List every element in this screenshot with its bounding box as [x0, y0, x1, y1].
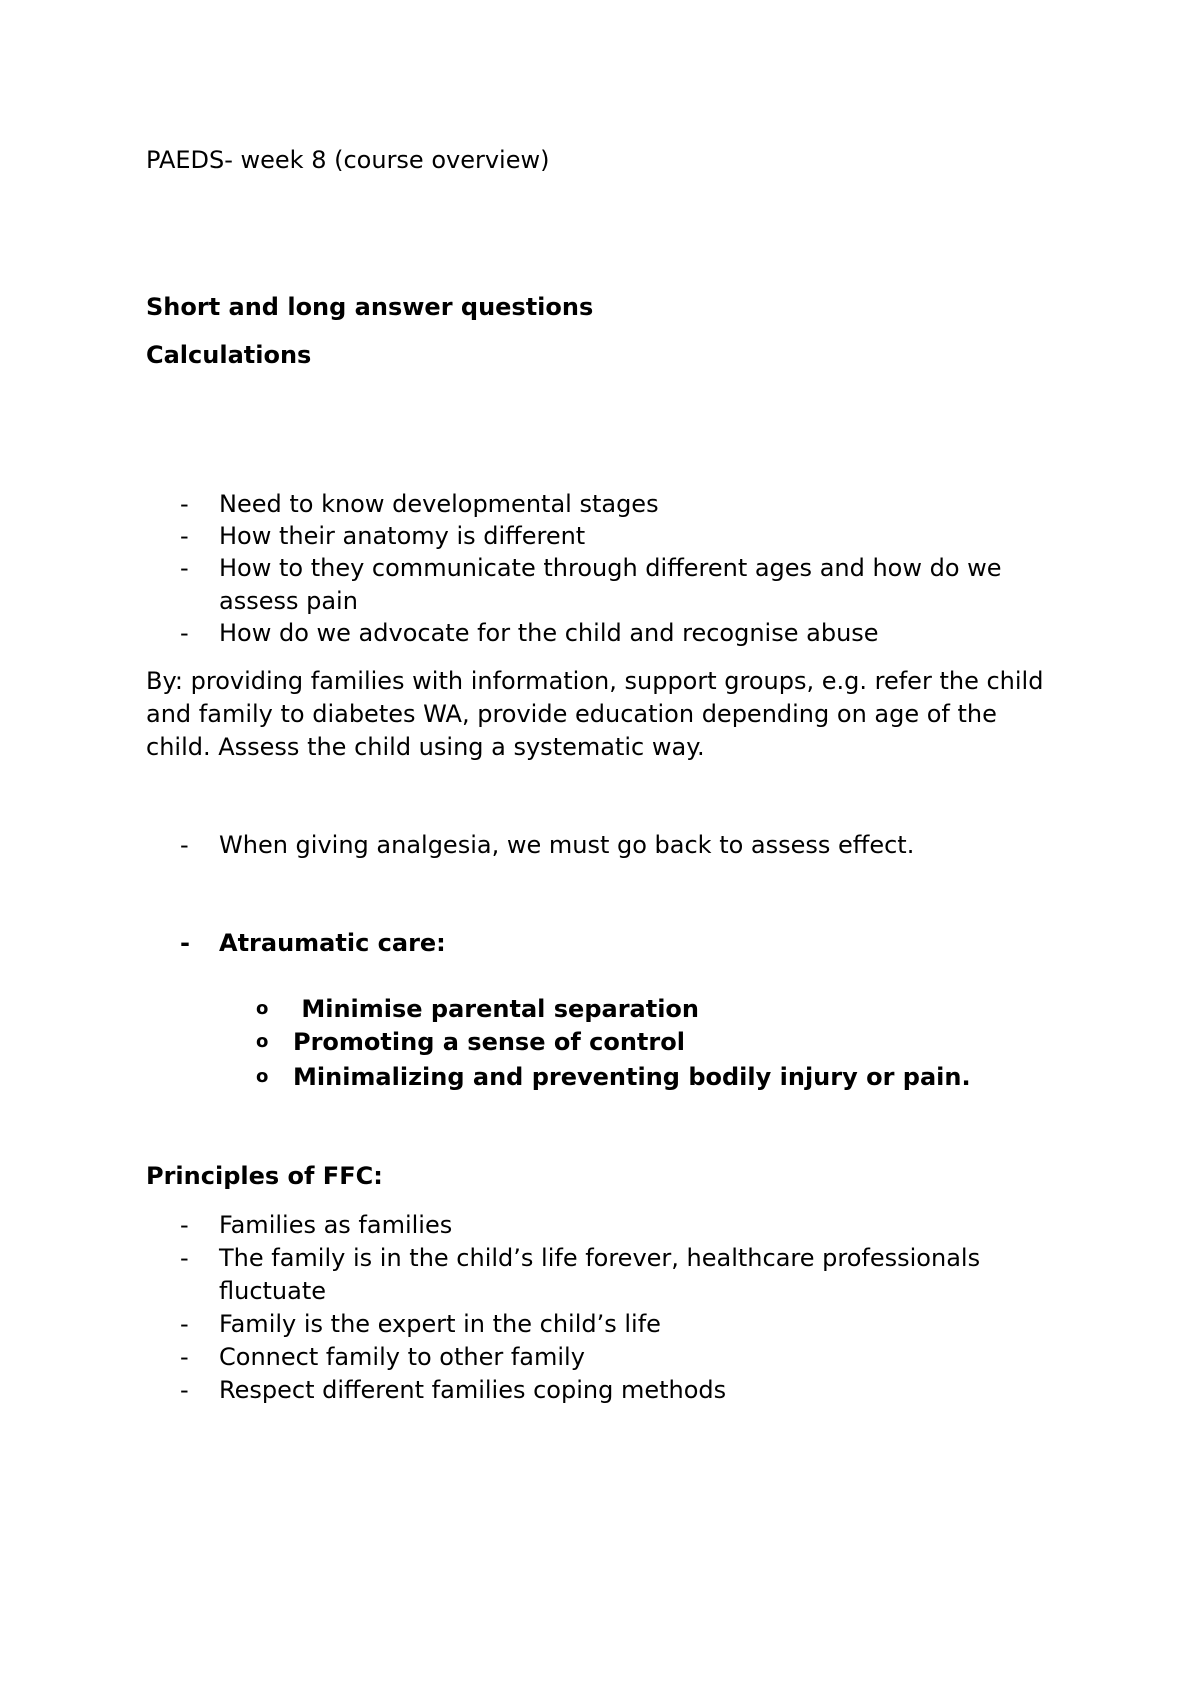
- list-item-text: Respect different families coping methods: [219, 1376, 727, 1404]
- paragraph-line: and family to diabetes WA, provide education depending on age of the: [146, 700, 997, 728]
- heading-principles-ffc: Principles of FFC:: [146, 1162, 383, 1190]
- list-item-text: Need to know developmental stages: [219, 490, 659, 518]
- dash-bullet: -: [180, 929, 190, 957]
- heading-short-long-answer: Short and long answer questions: [146, 293, 594, 321]
- sub-list-item-text: Promoting a sense of control: [293, 1028, 685, 1056]
- dash-bullet: -: [180, 490, 189, 518]
- list-item-text: fluctuate: [219, 1277, 327, 1305]
- circle-bullet: o: [256, 998, 269, 1019]
- list-item-text: When giving analgesia, we must go back to assess effect.: [219, 831, 915, 859]
- dash-bullet: -: [180, 831, 189, 859]
- list-item-text: Family is the expert in the child’s life: [219, 1310, 661, 1338]
- list-item-text: How do we advocate for the child and recognise abuse: [219, 619, 879, 647]
- dash-bullet: -: [180, 522, 189, 550]
- dash-bullet: -: [180, 619, 189, 647]
- list-item-text: Families as families: [219, 1211, 453, 1239]
- paragraph-line: child. Assess the child using a systematic way.: [146, 733, 705, 761]
- circle-bullet: o: [256, 1031, 269, 1052]
- circle-bullet: o: [256, 1066, 269, 1087]
- dash-bullet: -: [180, 554, 189, 582]
- dash-bullet: -: [180, 1343, 189, 1371]
- dash-bullet: -: [180, 1310, 189, 1338]
- list-item-text: Connect family to other family: [219, 1343, 585, 1371]
- dash-bullet: -: [180, 1244, 189, 1272]
- list-item-text: The family is in the child’s life forever, healthcare professionals: [219, 1244, 981, 1272]
- list-item-text: assess pain: [219, 587, 358, 615]
- list-item-heading: Atraumatic care:: [219, 929, 446, 957]
- dash-bullet: -: [180, 1376, 189, 1404]
- sub-list-item-text: Minimalizing and preventing bodily injury or pain.: [293, 1063, 971, 1091]
- document-title: PAEDS- week 8 (course overview): [146, 146, 550, 174]
- list-item-text: How their anatomy is different: [219, 522, 586, 550]
- dash-bullet: -: [180, 1211, 189, 1239]
- heading-calculations: Calculations: [146, 341, 312, 369]
- paragraph-line: By: providing families with information, support groups, e.g. refer the child: [146, 667, 1044, 695]
- sub-list-item-text: Minimise parental separation: [293, 995, 699, 1023]
- list-item-text: How to they communicate through different ages and how do we: [219, 554, 1002, 582]
